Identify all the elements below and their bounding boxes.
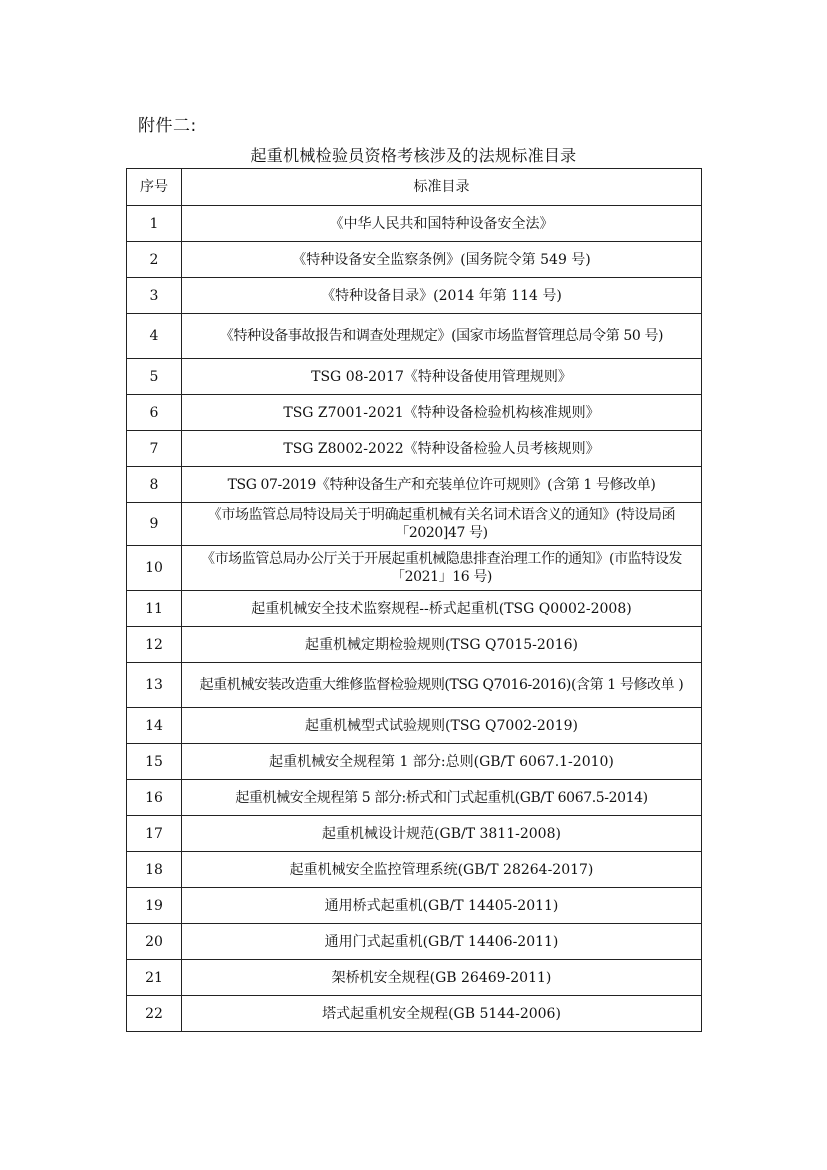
table-row <box>127 780 702 816</box>
row-standard: TSG 08-2017《特种设备使用管理规则》 <box>182 359 702 395</box>
row-standard: 通用门式起重机(GB/T 14406-2011) <box>182 924 702 960</box>
table-row <box>127 627 702 663</box>
table-row <box>127 852 702 888</box>
header-serial-number: 序号 <box>127 169 182 206</box>
header-standard-catalog: 标准目录 <box>182 169 702 206</box>
row-number: 19 <box>127 888 182 924</box>
row-standard: 架桥机安全规程(GB 26469-2011) <box>182 960 702 996</box>
table-row <box>127 242 702 278</box>
row-number: 20 <box>127 924 182 960</box>
row-number: 6 <box>127 395 182 431</box>
attachment-label: 附件二: <box>138 116 197 136</box>
row-standard: 通用桥式起重机(GB/T 14405-2011) <box>182 888 702 924</box>
row-standard: 起重机械安全规程第 5 部分:桥式和门式起重机(GB/T 6067.5-2014) <box>182 780 702 816</box>
table-row <box>127 816 702 852</box>
row-number: 10 <box>127 546 182 591</box>
table-row <box>127 395 702 431</box>
row-number: 13 <box>127 663 182 708</box>
row-number: 2 <box>127 242 182 278</box>
table-row <box>127 546 702 591</box>
row-number: 5 <box>127 359 182 395</box>
row-standard: TSG Z8002-2022《特种设备检验人员考核规则》 <box>182 431 702 467</box>
row-number: 9 <box>127 503 182 546</box>
row-number: 11 <box>127 591 182 627</box>
row-number: 12 <box>127 627 182 663</box>
row-number: 22 <box>127 996 182 1032</box>
row-standard: 《特种设备事故报告和调查处理规定》(国家市场监督管理总局令第 50 号) <box>182 314 702 359</box>
row-standard: 起重机械定期检验规则(TSG Q7015-2016) <box>182 627 702 663</box>
row-number: 15 <box>127 744 182 780</box>
row-standard: 《市场监管总局特设局关于明确起重机械有关名词术语含义的通知》(特设局函「2020]47 号) <box>182 503 702 546</box>
table-header-row <box>127 169 702 206</box>
row-number: 14 <box>127 708 182 744</box>
table-row <box>127 431 702 467</box>
table-row <box>127 663 702 708</box>
table-row <box>127 278 702 314</box>
row-standard: 起重机械安全技术监察规程--桥式起重机(TSG Q0002-2008) <box>182 591 702 627</box>
table-row <box>127 503 702 546</box>
row-number: 8 <box>127 467 182 503</box>
row-number: 16 <box>127 780 182 816</box>
row-standard: 《中华人民共和国特种设备安全法》 <box>182 206 702 242</box>
row-standard: 起重机械型式试验规则(TSG Q7002-2019) <box>182 708 702 744</box>
row-standard: 《特种设备目录》(2014 年第 114 号) <box>182 278 702 314</box>
row-number: 18 <box>127 852 182 888</box>
row-standard: 塔式起重机安全规程(GB 5144-2006) <box>182 996 702 1032</box>
row-number: 3 <box>127 278 182 314</box>
table-row <box>127 591 702 627</box>
document-title: 起重机械检验员资格考核涉及的法规标准目录 <box>250 146 577 165</box>
row-standard: 《市场监管总局办公厅关于开展起重机械隐患排查治理工作的通知》(市监特设发「2021」16 号) <box>182 546 702 591</box>
table-row <box>127 206 702 242</box>
row-standard: 起重机械安全监控管理系统(GB/T 28264-2017) <box>182 852 702 888</box>
row-standard: 《特种设备安全监察条例》(国务院令第 549 号) <box>182 242 702 278</box>
table-row <box>127 996 702 1032</box>
row-standard: TSG Z7001-2021《特种设备检验机构核准规则》 <box>182 395 702 431</box>
row-number: 1 <box>127 206 182 242</box>
table-row <box>127 924 702 960</box>
row-standard: 起重机械安全规程第 1 部分:总则(GB/T 6067.1-2010) <box>182 744 702 780</box>
table-row <box>127 744 702 780</box>
table-row <box>127 314 702 359</box>
table-row <box>127 960 702 996</box>
row-number: 21 <box>127 960 182 996</box>
row-number: 17 <box>127 816 182 852</box>
table-row <box>127 708 702 744</box>
row-standard: 起重机械设计规范(GB/T 3811-2008) <box>182 816 702 852</box>
table-row <box>127 467 702 503</box>
table-row <box>127 359 702 395</box>
row-standard: TSG 07-2019《特种设备生产和充装单位许可规则》(含第 1 号修改单) <box>182 467 702 503</box>
regulation-table <box>126 168 702 1032</box>
row-number: 4 <box>127 314 182 359</box>
row-number: 7 <box>127 431 182 467</box>
table-row <box>127 888 702 924</box>
row-standard: 起重机械安装改造重大维修监督检验规则(TSG Q7016-2016)(含第 1 号修改单 ) <box>182 663 702 708</box>
